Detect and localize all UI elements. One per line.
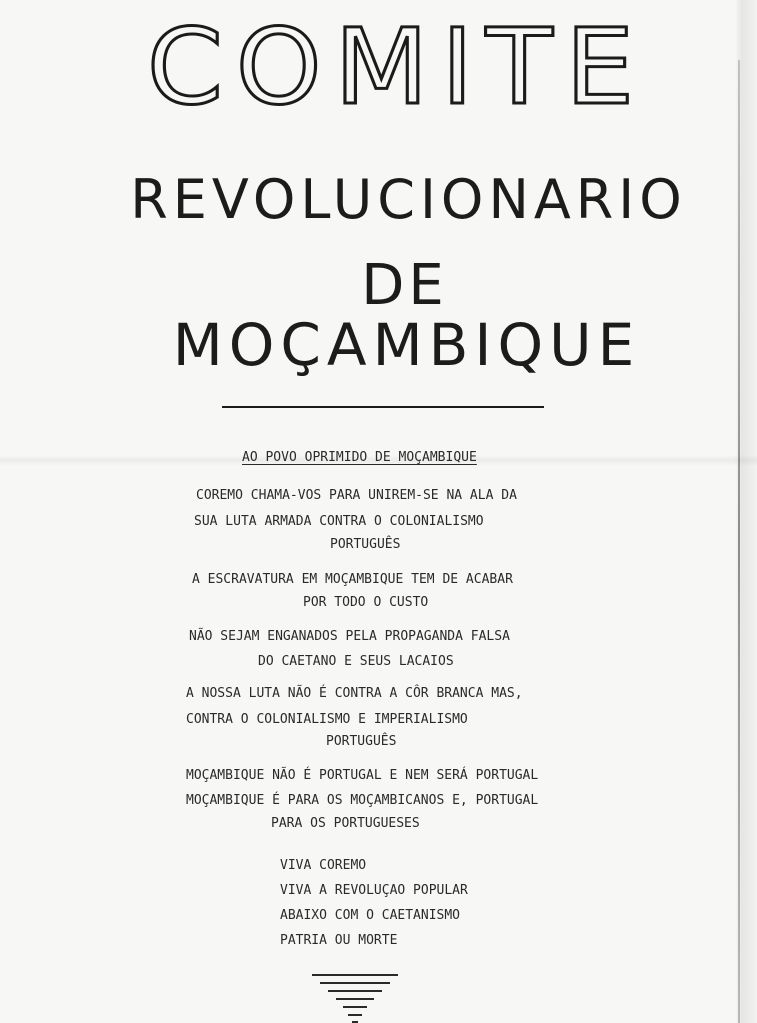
slogan-item: ABAIXO COM O CAETANISMO <box>280 908 461 923</box>
title-de: DE <box>361 253 448 318</box>
paragraph-line: A NOSSA LUTA NÃO É CONTRA A CÔR BRANCA MAS, <box>186 686 523 701</box>
document-heading: AO POVO OPRIMIDO DE MOÇAMBIQUE <box>242 450 477 465</box>
title-divider <box>222 406 544 408</box>
slogan-item: VIVA A REVOLUÇAO POPULAR <box>280 883 468 898</box>
paragraph-line: MOÇAMBIQUE NÃO É PORTUGAL E NEM SERÁ PORTUGAL <box>186 768 539 783</box>
closing-ornament <box>310 972 400 1023</box>
slogan-item: VIVA COREMO <box>280 858 367 873</box>
paragraph-line: NÃO SEJAM ENGANADOS PELA PROPAGANDA FALSA <box>189 629 510 644</box>
paragraph-line: DO CAETANO E SEUS LACAIOS <box>258 654 454 669</box>
paragraph-line: PORTUGUÊS <box>330 537 401 552</box>
paragraph-line: A ESCRAVATURA EM MOÇAMBIQUE TEM DE ACABAR <box>192 572 513 587</box>
paragraph-line: POR TODO O CUSTO <box>303 595 429 610</box>
paragraph-line: COREMO CHAMA-VOS PARA UNIREM-SE NA ALA DA <box>196 488 517 503</box>
paragraph-line: PORTUGUÊS <box>326 734 397 749</box>
title-comite: COMITE <box>146 6 647 128</box>
slogan-item: PATRIA OU MORTE <box>280 933 398 948</box>
paragraph-line: PARA OS PORTUGUESES <box>271 816 420 831</box>
title-mocambique: MOÇAMBIQUE <box>172 311 641 379</box>
paragraph-line: CONTRA O COLONIALISMO E IMPERIALISMO <box>186 712 468 727</box>
paragraph-line: MOÇAMBIQUE É PARA OS MOÇAMBICANOS E, PORTUGAL <box>186 793 539 808</box>
paragraph-line: SUA LUTA ARMADA CONTRA O COLONIALISMO <box>194 514 484 529</box>
title-revolucionario: REVOLUCIONARIO <box>130 168 687 231</box>
